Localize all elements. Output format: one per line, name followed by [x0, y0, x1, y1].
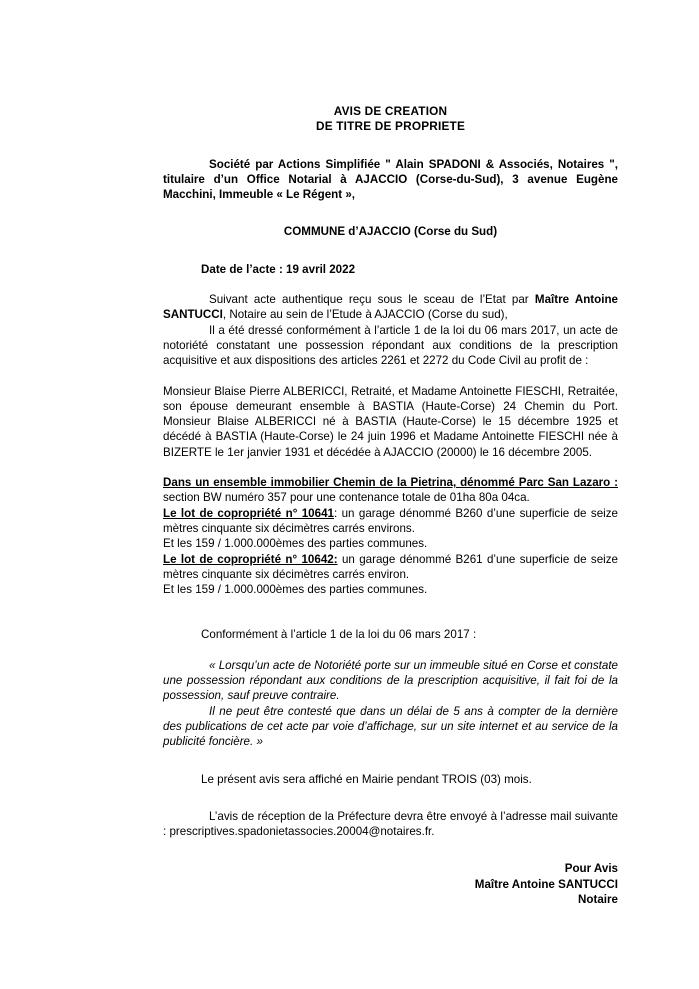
paragraph-affichage-mairie: Le présent avis sera affiché en Mairie pendant TROIS (03) mois. — [201, 772, 532, 786]
spacer — [163, 750, 618, 772]
document-title-line-2: DE TITRE DE PROPRIETE — [315, 119, 466, 134]
lot-10641-label: Le lot de copropriété n° 10641 — [163, 506, 334, 520]
paragraph-ensemble-immobilier — [163, 475, 618, 506]
signature-notaire-name: Maître Antoine SANTUCCI — [474, 877, 618, 891]
spacer — [163, 277, 618, 292]
paragraph-conformement: Conformément à l’article 1 de la loi du 06 mars 2017 : — [201, 628, 477, 642]
paragraph-acte-dresse: Il a été dressé conformément à l’article 1 de la loi du 06 mars 2017, un acte de notoriété constatant une possession répondant aux conditions de la prescription acquisitive et aux dispositions des articles 2261 et 2272 du Code Civil au profit de : — [163, 323, 618, 368]
lot-10642-label: Le lot de copropriété n° 10642: — [163, 552, 338, 566]
spacer — [163, 643, 618, 658]
spacer — [163, 460, 618, 475]
signature-block — [163, 861, 618, 907]
ensemble-immobilier-bold: Dans un ensemble immobilier Chemin de la Pietrina, dénommé Parc San Lazaro : — [163, 476, 618, 490]
spacer — [163, 202, 618, 224]
lot-10642-parties-communes: Et les 159 / 1.000.000èmes des parties communes. — [163, 583, 428, 597]
paragraph-prefecture-mail: L’avis de réception de la Préfecture devra être envoyé à l’adresse mail suivante : prescriptives.spadonietassocies.20004@notaires.fr. — [163, 809, 618, 839]
spacer — [163, 839, 618, 861]
spacer — [163, 597, 618, 627]
signature-notaire-title: Notaire — [578, 892, 618, 906]
document-title-line-1: AVIS DE CREATION — [333, 104, 448, 118]
lot-10641-description: : un garage dénommé B260 d’une superficie de seize mètres cinquante six décimètres carrés environs. — [163, 506, 618, 535]
commune-heading: COMMUNE d’AJACCIO (Corse du Sud) — [283, 225, 498, 239]
notaire-name-bold: Maître Antoine SANTUCCI — [163, 293, 618, 322]
paragraph-suivant-acte — [163, 292, 618, 323]
document-content — [163, 104, 618, 907]
spacer — [163, 369, 618, 384]
suivant-acte-text-after: , Notaire au sein de l’Etude à AJACCIO (Corse du sud), — [222, 308, 508, 322]
quote-paragraph-2: Il ne peut être contesté que dans un délai de 5 ans à compter de la dernière des publications de cet acte par voie d’affichage, sur un site internet et au service de la publicité foncière. » — [163, 704, 618, 749]
company-paragraph: Société par Actions Simplifiée " Alain SPADONI & Associés, Notaires ", titulaire d’un Office Notarial à AJACCIO (Corse-du-Sud), 3 avenue Eugène Macchini, Immeuble « Le Régent », — [163, 157, 618, 202]
acte-date: Date de l’acte : 19 avril 2022 — [201, 262, 356, 276]
ensemble-immobilier-rest: section BW numéro 357 pour une contenance totale de 01ha 80a 04ca. — [163, 491, 530, 505]
spacer — [163, 135, 618, 157]
paragraph-personnes: Monsieur Blaise Pierre ALBERICCI, Retraité, et Madame Antoinette FIESCHI, Retraitée, son épouse demeurant ensemble à BASTIA (Haute-Corse) 24 Chemin du Port. Monsieur Blaise ALBERICCI né à BASTIA (Haute-Corse) le 15 décembre 1925 et décédé à BASTIA (Haute-Corse) le 24 juin 1996 et Madame Antoinette FIESCHI née à BIZERTE le 1er janvier 1931 et décédée à AJACCIO (20000) le 16 décembre 2005. — [163, 384, 618, 459]
quote-paragraph-1: « Lorsqu’un acte de Notoriété porte sur un immeuble situé en Corse et constate une possession répondant aux conditions de la prescription acquisitive, il fait foi de la possession, sauf preuve contraire. — [163, 658, 618, 703]
suivant-acte-text-before: Suivant acte authentique reçu sous le sceau de l’Etat par — [209, 293, 535, 307]
spacer — [163, 240, 618, 262]
spacer — [163, 787, 618, 809]
lot-10642-description: un garage dénommé B261 d’une superficie de seize mètres cinquante six décimètres carrés environ. — [163, 552, 618, 581]
signature-pour-avis: Pour Avis — [564, 862, 618, 876]
paragraph-lot-10641 — [163, 506, 618, 537]
paragraph-lot-10642 — [163, 552, 618, 583]
lot-10641-parties-communes: Et les 159 / 1.000.000èmes des parties communes. — [163, 537, 428, 551]
